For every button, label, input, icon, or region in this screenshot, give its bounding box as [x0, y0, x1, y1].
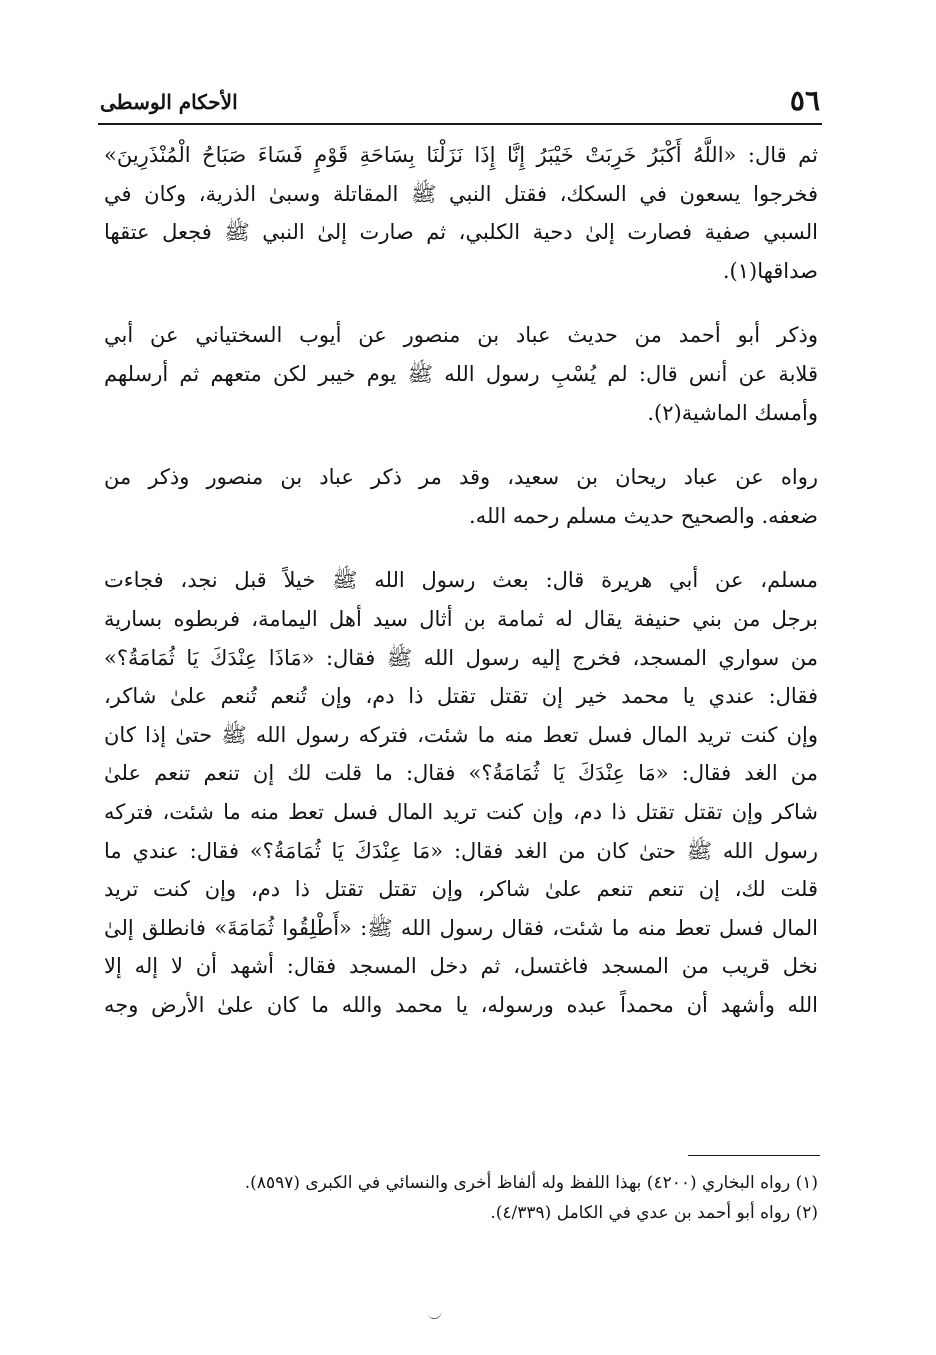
text-line: فخرجوا يسعون في السكك، فقتل النبي ﷺ المقاتلة وسبىٰ الذرية، وكان في: [104, 181, 818, 206]
page-number: ٥٦: [789, 84, 820, 117]
text-line: السبي صفية فصارت إلىٰ دحية الكلبي، ثم صارت إلىٰ النبي ﷺ فجعل عتقها: [104, 220, 818, 245]
text-line: وذكر أبو أحمد من حديث عباد بن منصور عن أيوب السختياني عن أبي: [104, 323, 818, 348]
footnotes: [104, 1168, 818, 1228]
text-line: رسول الله ﷺ حتىٰ كان من الغد فقال: «مَا عِنْدَكَ يَا ثُمَامَةُ؟» فقال: عندي ما: [104, 838, 818, 863]
text-line: وإن كنت تريد المال فسل تعط منه ما شئت، فتركه رسول الله ﷺ حتىٰ إذا كان: [104, 722, 818, 747]
text-line: نخل قريب من المسجد فاغتسل، ثم دخل المسجد فقال: أشهد أن لا إله إلا: [104, 954, 818, 979]
text-line: رواه عن عباد ريحان بن سعيد، وقد مر ذكر عباد بن منصور وذكر من: [104, 465, 818, 490]
paragraph-3: [104, 458, 818, 535]
text-line: برجل من بني حنيفة يقال له ثمامة بن أثال سيد أهل اليمامة، فربطوه بسارية: [104, 606, 818, 631]
main-text: [104, 136, 818, 1024]
text-line: شاكر وإن تقتل تقتل ذا دم، وإن كنت تريد المال فسل تعط منه ما شئت، فتركه: [104, 799, 818, 824]
text-line: قلت لك، إن تنعم تنعم علىٰ شاكر، وإن تقتل تقتل ذا دم، وإن كنت تريد: [104, 877, 818, 902]
text-line: الله وأشهد أن محمداً عبده ورسوله، يا محمد والله ما كان علىٰ الأرض وجه: [104, 992, 818, 1017]
text-line: من سواري المسجد، فخرج إليه رسول الله ﷺ فقال: «مَاذَا عِنْدَكَ يَا ثُمَامَةُ؟»: [104, 645, 818, 670]
text-line: فقال: عندي يا محمد خير إن تقتل تقتل ذا دم، وإن تُنعم تُنعم علىٰ شاكر،: [104, 684, 818, 709]
running-head: [100, 86, 820, 120]
paragraph-4: [104, 561, 818, 1024]
text-line: ضعفه. والصحيح حديث مسلم رحمه الله.: [469, 503, 818, 528]
footnote-separator: [688, 1155, 820, 1156]
text-line: وأمسك الماشية(٢).: [647, 400, 818, 425]
stray-pen-mark: [427, 1311, 442, 1321]
text-line: ثم قال: «اللَّهُ أَكْبَرُ خَرِبَتْ خَيْبَرُ إِنَّا إِذَا نَزَلْنَا بِسَاحَةِ قَوْمٍ فَسَاءَ صَبَاحُ الْمُنْذَرِينَ»: [104, 143, 818, 167]
footnote-2: (٢) رواه أبو أحمد بن عدي في الكامل (٤/٣٣٩).: [490, 1203, 818, 1223]
paragraph-2: [104, 316, 818, 432]
text-line: من الغد فقال: «مَا عِنْدَكَ يَا ثُمَامَةُ؟» فقال: ما قلت لك إن تنعم تنعم علىٰ: [104, 761, 818, 786]
footnote-1: (١) رواه البخاري (٤٢٠٠) بهذا اللفظ وله ألفاظ أخرى والنسائي في الكبرى (٨٥٩٧).: [244, 1173, 818, 1193]
text-line: المال فسل تعط منه ما شئت، فقال رسول الله ﷺ: «أَطْلِقُوا ثُمَامَةَ» فانطلق إلىٰ: [104, 915, 818, 940]
text-line: صداقها(١).: [722, 258, 818, 283]
text-line: مسلم، عن أبي هريرة قال: بعث رسول الله ﷺ خيلاً قبل نجد، فجاءت: [104, 568, 818, 593]
book-title: الأحكام الوسطى: [100, 90, 238, 114]
header-rule: [98, 123, 822, 125]
text-line: قلابة عن أنس قال: لم يُسْبِ رسول الله ﷺ يوم خيبر لكن متعهم ثم أرسلهم: [104, 361, 818, 386]
paragraph-1: [104, 136, 818, 290]
